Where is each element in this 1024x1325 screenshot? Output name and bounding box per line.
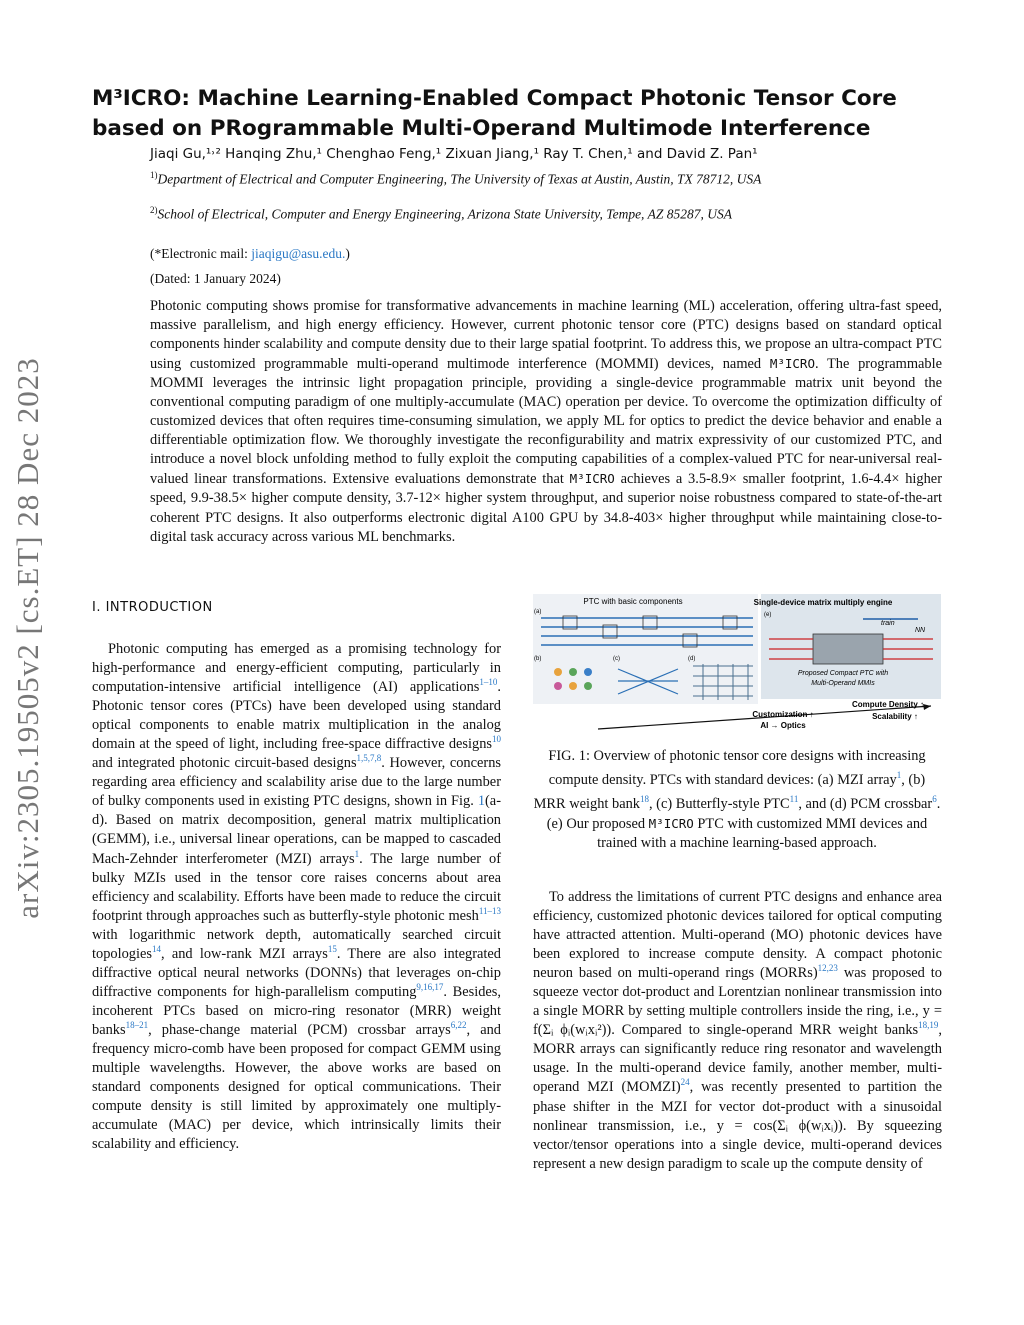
citation[interactable]: 10 bbox=[492, 734, 501, 745]
label-d: (d) bbox=[688, 656, 696, 662]
abstract-part-3: achieves a 3.5-8.9× smaller footprint, 1.6-4.4× higher speed, 9.9-38.5× higher compute density, 3.7-12× higher system throughput, and superior noise robustness compared to state-of-the-art coherent PTC designs. It also outperforms electronic digital A100 GPU by 34.8-403× higher throughput while maintaining close-to-digital task accuracy across various ML benchmarks. bbox=[150, 471, 942, 545]
citation[interactable]: 15 bbox=[327, 943, 337, 954]
affiliation-2 bbox=[150, 201, 830, 224]
citation[interactable]: 18–21 bbox=[125, 1020, 149, 1031]
citation[interactable]: 11–13 bbox=[478, 905, 501, 916]
citation[interactable]: 18,19 bbox=[918, 1020, 939, 1031]
citation[interactable]: 24 bbox=[680, 1077, 690, 1088]
intro-text: (a-d). Based on matrix decomposition, general matrix multiplication (GEMM), i.e., universal linear operations, can be mapped to cascaded Mach-Zehnder interferometer (MZI) arrays bbox=[92, 793, 501, 867]
scalability-label: Scalability ↑ bbox=[872, 712, 918, 721]
intro-text: , and frequency micro-comb have been proposed for compact GEMM using multiple wavelengths. However, the above works are based on standard components designed for optical communications. Their compute density is still limited by approximately one multiply-accumulate (MAC) per device, which intrinsically limits their scalability and efficiency. bbox=[92, 1021, 501, 1153]
citation[interactable]: 1 bbox=[354, 848, 360, 859]
email-suffix: ) bbox=[345, 246, 350, 261]
customization-label: Customization ↑ bbox=[752, 710, 814, 719]
caption-text: FIG. 1: Overview of photonic tensor core designs with increasing compute density. PTCs with standard devices: (a) MZI array bbox=[548, 748, 926, 788]
paper-title bbox=[92, 84, 972, 144]
right-text: was proposed to squeeze vector dot-product and Lorentzian nonlinear transmission into a single MORR by setting multiple controllers inside the ring, i.e., y = f(Σᵢ ϕᵢ(wᵢxᵢ²)). Compared to single-operand MRR weight banks bbox=[533, 965, 943, 1039]
intro-text: with logarithmic network depth, automatically searched circuit topologies bbox=[92, 926, 501, 962]
intro-text: , phase-change material (PCM) crossbar arrays bbox=[148, 1021, 451, 1038]
system-name-3: M³ICRO bbox=[648, 815, 694, 831]
figure-left-header: PTC with basic components bbox=[583, 597, 683, 606]
intro-text: . Besides, incoherent PTCs based on micro-ring resonator (MRR) weight banks bbox=[92, 983, 502, 1038]
right-text: To address the limitations of current PTC designs and enhance area efficiency, customized photonic devices tailored for optical computing have attracted attention. Multi-operand (MO) photonic devices have been explored to increase compute density. A compact photonic neuron based on multi-operand rings (MORRs) bbox=[533, 889, 942, 982]
intro-text: , and low-rank MZI arrays bbox=[160, 945, 328, 962]
citation[interactable]: 12,23 bbox=[817, 963, 838, 974]
figure-caption bbox=[533, 747, 941, 853]
intro-right-column bbox=[533, 888, 942, 1174]
intro-text: . However, concerns regarding area efficiency and scalability arise due to the large number of bulky components used in existing PTC designs, shown in Fig. bbox=[92, 755, 501, 810]
intro-text: and integrated photonic circuit-based designs bbox=[92, 755, 357, 772]
intro-left-column bbox=[92, 640, 501, 1154]
email-link[interactable]: jiaqigu@asu.edu. bbox=[251, 246, 346, 261]
caption-text: , (c) Butterfly-style PTC bbox=[648, 795, 790, 812]
trend-arrowhead bbox=[923, 704, 931, 710]
affiliation-2-text: School of Electrical, Computer and Energy Engineering, Arizona State University, Tempe, AZ 85287, USA bbox=[157, 206, 732, 222]
figure-right-header: Single-device matrix multiply engine bbox=[753, 598, 893, 607]
train-label: train bbox=[881, 620, 895, 627]
figure-1 bbox=[533, 594, 941, 744]
figure-left-panel bbox=[533, 594, 758, 704]
section-heading: I. INTRODUCTION bbox=[92, 600, 213, 615]
proposed-line-1: Proposed Compact PTC with bbox=[797, 670, 889, 677]
intro-text: . There are also integrated diffractive optical neural networks (DONNs) that leverages on-chip diffractive components for high-parallelism computing bbox=[92, 945, 501, 1000]
system-name-2: M³ICRO bbox=[569, 471, 615, 487]
caption-text: , and (d) PCM crossbar bbox=[798, 795, 933, 812]
affiliation-2-mark: 2) bbox=[150, 205, 158, 215]
email-prefix: (*Electronic mail: bbox=[150, 246, 252, 261]
citation[interactable]: 11 bbox=[789, 793, 799, 804]
author-list: Jiaqi Gu,¹˒² Hanqing Zhu,¹ Chenghao Feng,¹ Zixuan Jiang,¹ Ray T. Chen,¹ and David Z. Pan¹ bbox=[150, 146, 758, 162]
title-line-1: M³ICRO: Machine Learning-Enabled Compact Photonic Tensor Core bbox=[92, 86, 897, 111]
caption-text: , (b) MRR weight bank bbox=[533, 771, 926, 812]
figure-ref[interactable]: 1 bbox=[477, 793, 486, 810]
abstract bbox=[150, 297, 942, 547]
label-b: (b) bbox=[534, 656, 542, 662]
ai-optics-label: AI → Optics bbox=[760, 721, 806, 730]
right-text: , was recently presented to partition the phase shifter in the MZI for vector dot-product with a sinusoidal nonlinear transmission, i.e., y = cos(Σᵢ ϕ(wᵢxᵢ)). By squeezing vector/tensor operations into a single device, multi-operand devices represent a new design paradigm to scale up the compute density of bbox=[533, 1079, 943, 1172]
affiliation-1-text: Department of Electrical and Computer Engineering, The University of Texas at Austin, Austin, TX 78712, USA bbox=[157, 171, 762, 187]
citation[interactable]: 6,22 bbox=[450, 1020, 467, 1031]
density-label: Compute Density ↑ bbox=[851, 700, 925, 709]
intro-text: Photonic computing has emerged as a promising technology for high-performance and energy-efficient computing, particularly in computation-intensive artificial intelligence (AI) applications bbox=[92, 641, 501, 696]
arxiv-sidebar: arXiv:2305.19505v2 [cs.ET] 28 Dec 2023 bbox=[10, 357, 45, 919]
citation[interactable]: 1 bbox=[896, 770, 902, 781]
label-e: (e) bbox=[764, 612, 772, 618]
abstract-part-1: Photonic computing shows promise for transformative advancements in machine learning (ML) acceleration, offering ultra-fast speed, massive parallelism, and high energy efficiency. However, current photonic tensor core (PTC) designs based on standard optical components hinder scalability and compute density due to their large spatial footprint. To address this, we propose an ultra-compact PTC using customized programmable multi-operand multimode interference (MOMMI) devices, named bbox=[150, 298, 942, 373]
intro-text: . The large number of bulky MZIs used in the tensor core raises concerns about area efficiency and scalability. Efforts have been made to reduce the circuit footprint through approaches such as butterfly-style photonic mesh bbox=[92, 850, 501, 924]
title-line-2: based on PRogrammable Multi-Operand Multimode Interference bbox=[92, 116, 871, 141]
caption-text: PTC with customized MMI devices and trained with a machine learning-based approach. bbox=[597, 815, 928, 851]
citation[interactable]: 9,16,17 bbox=[416, 982, 444, 993]
affiliation-1 bbox=[150, 166, 830, 189]
nn-label: NN bbox=[915, 627, 926, 634]
abstract-part-2: . The programmable MOMMI leverages the intrinsic light propagation principle, providing a single-device programmable matrix unit beyond the conventional computing paradigm of one multiply-accumulate (MAC) operation per device. To overcome the optimization difficulty of customized devices that often requires time-consuming simulation, we apply ML for optics to predict the device behavior and enable a differentiable optimization flow. We thoroughly investigate the reconfigurability and matrix expressivity of our customized PTC, and introduce a novel block unfolding method to fully exploit the computing capabilities of a complex-valued PTC for near-universal real-valued linear transformations. Extensive evaluations demonstrate that bbox=[150, 356, 942, 488]
right-text: , MORR arrays can significantly reduce ring resonator and wavelength usage. In the multi-operand device family, another member, multi-operand MZI (MOMZI) bbox=[533, 1022, 942, 1096]
caption-text: . (e) Our proposed bbox=[546, 795, 941, 832]
intro-text: . Photonic tensor cores (PTCs) have been developed using standard optical components to enable matrix multiplication in the analog domain at the speed of light, including free-space diffractive designs bbox=[92, 679, 501, 753]
citation[interactable]: 6 bbox=[932, 793, 937, 804]
email-line bbox=[150, 246, 350, 262]
citation[interactable]: 14 bbox=[151, 943, 161, 954]
citation[interactable]: 1,5,7,8 bbox=[356, 753, 382, 764]
proposed-line-2: Multi-Operand MMIs bbox=[811, 680, 875, 687]
citation[interactable]: 18 bbox=[639, 793, 649, 804]
label-a: (a) bbox=[534, 609, 542, 615]
dated-line: (Dated: 1 January 2024) bbox=[150, 271, 281, 286]
citation[interactable]: 1–10 bbox=[479, 677, 498, 688]
system-name: M³ICRO bbox=[769, 356, 815, 372]
label-c: (c) bbox=[613, 656, 620, 662]
affiliation-1-mark: 1) bbox=[150, 170, 158, 180]
